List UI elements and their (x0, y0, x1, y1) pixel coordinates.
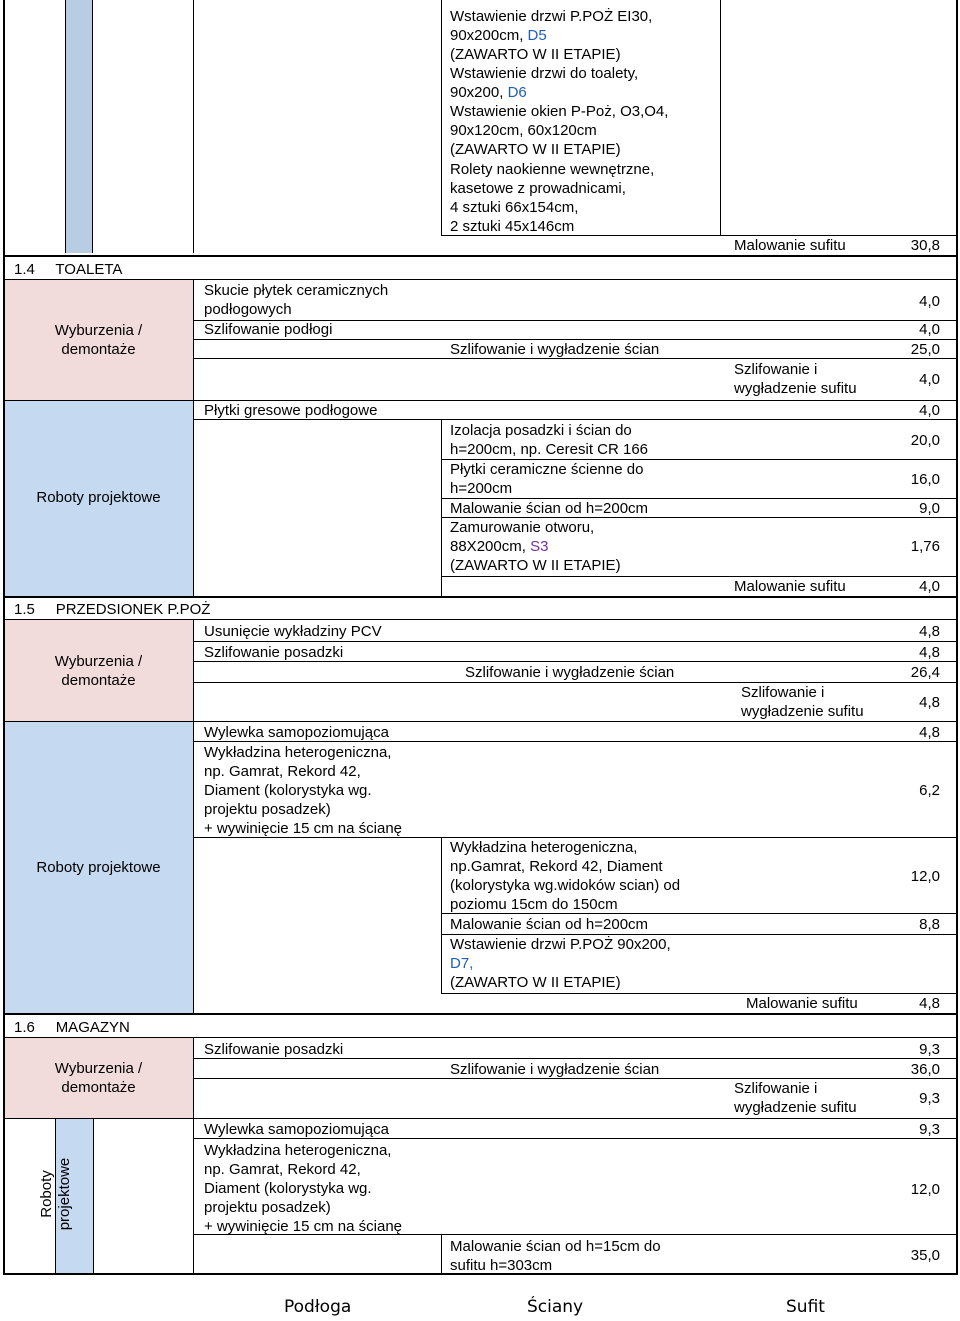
top-ceiling-value: 30,8 (910, 237, 940, 254)
s15-wall-item-2: Wykładzina heterogeniczna, np.Gamrat, Rekord 42, Diament (kolorystyka wg.widoków scian) od poziomu 15cm do 150cm (450, 839, 681, 913)
s14-wall-item-5-stage: (ZAWARTO W II ETAPIE) (450, 557, 621, 574)
top-header-strip (66, 0, 92, 253)
s16-projects-label: Roboty projektowe (38, 1157, 73, 1231)
s14-ceiling-value-2: 4,0 (919, 578, 940, 595)
s15-wall-item-4-stage: (ZAWARTO W II ETAPIE) (450, 974, 621, 991)
s14-floor-value-3: 4,0 (919, 402, 940, 419)
s14-ceiling-item-2: Malowanie sufitu (734, 578, 846, 595)
s14-wall-item-5-size: 88X200cm, (450, 538, 526, 555)
section-1-4-header: 1.4 TOALETA (14, 261, 123, 278)
s15-ceiling-item-1: Szlifowanie i wygładzenie sufitu (741, 684, 864, 720)
code-s3: S3 (530, 538, 549, 555)
s14-wall-value-4: 9,0 (919, 500, 940, 517)
s15-ceiling-value-2: 4,8 (919, 995, 940, 1012)
s14-wall-value-5: 1,76 (910, 538, 940, 555)
s14-wall-item-5-line1: Zamurowanie otworu, (450, 519, 595, 536)
code-d5: D5 (527, 27, 547, 44)
s15-floor-value-3: 4,8 (919, 724, 940, 741)
s15-floor-item-2: Szlifowanie posadzki (204, 644, 344, 661)
s14-wall-value-3: 16,0 (910, 471, 940, 488)
top-door-stage: (ZAWARTO W II ETAPIE) (450, 46, 621, 63)
footer-ceiling-label: Sufit (786, 1297, 825, 1317)
s16-ceiling-item-1: Szlifowanie i wygładzenie sufitu (734, 1080, 857, 1116)
s14-demolition-label: Wyburzenia / demontaże (54, 322, 143, 358)
footer-walls-label: Ściany (527, 1297, 584, 1317)
top-toilet-door-size (450, 83, 527, 102)
top-door-size: 90x200cm, (450, 27, 524, 44)
top-windows-text: Wstawienie okien P-Poż, O3,O4, 90x120cm, 60x120cm (ZAWARTO W II ETAPIE) (450, 103, 669, 158)
s15-floor-value-4: 6,2 (919, 782, 940, 799)
s15-wall-item-3: Malowanie ścian od h=200cm (450, 916, 649, 933)
footer-floor-label: Podłoga (284, 1297, 352, 1317)
s14-wall-item-5-line2 (450, 537, 548, 556)
s16-ceiling-value-1: 9,3 (919, 1090, 940, 1107)
s14-floor-item-2: Szlifowanie podłogi (204, 321, 333, 338)
s15-ceiling-value-1: 4,8 (919, 694, 940, 711)
s14-wall-item-2: Izolacja posadzki i ścian do h=200cm, np. Ceresit CR 166 (450, 422, 649, 458)
s16-floor-item-1: Szlifowanie posadzki (204, 1041, 344, 1058)
s14-ceiling-value-1: 4,0 (919, 371, 940, 388)
top-ceiling-label: Malowanie sufitu (734, 237, 846, 254)
s14-floor-item-3: Płytki gresowe podłogowe (204, 402, 378, 419)
s16-floor-item-2: Wylewka samopoziomująca (204, 1121, 389, 1138)
s15-floor-value-1: 4,8 (919, 623, 940, 640)
s14-wall-item-1: Szlifowanie i wygładzenie ścian (450, 341, 660, 358)
s15-demolition-label: Wyburzenia / demontaże (54, 653, 143, 689)
top-toilet-door-text: Wstawienie drzwi do toalety, (450, 65, 639, 82)
s15-wall-value-1: 26,4 (910, 664, 940, 681)
top-blinds-text: Rolety naokienne wewnętrzne, kasetowe z prowadnicami, 4 sztuki 66x154cm, 2 sztuki 45x146cm (450, 161, 655, 235)
s16-floor-value-1: 9,3 (919, 1041, 940, 1058)
s15-floor-item-4: Wykładzina heterogeniczna, np. Gamrat, Rekord 42, Diament (kolorystyka wg. projektu posadzek) + wywinięcie 15 cm na ścianę (204, 744, 403, 837)
s15-floor-item-3: Wylewka samopoziomująca (204, 724, 389, 741)
s15-floor-item-1: Usunięcie wykładziny PCV (204, 623, 382, 640)
s16-wall-value-1: 36,0 (910, 1061, 940, 1078)
s14-floor-item-1: Skucie płytek ceramicznych podłogowych (204, 282, 389, 318)
section-1-5-header: 1.5 PRZEDSIONEK P.POŻ (14, 601, 211, 618)
s15-wall-item-1: Szlifowanie i wygładzenie ścian (465, 664, 675, 681)
s16-floor-value-3: 12,0 (910, 1181, 940, 1198)
top-door-text-1: Wstawienie drzwi P.POŻ EI30, (450, 8, 653, 25)
s15-floor-value-2: 4,8 (919, 644, 940, 661)
s16-demolition-label: Wyburzenia / demontaże (54, 1060, 143, 1096)
s16-wall-item-2: Malowanie ścian od h=15cm do sufitu h=303cm (450, 1238, 661, 1274)
section-1-6-header: 1.6 MAGAZYN (14, 1019, 130, 1036)
s14-wall-value-1: 25,0 (910, 341, 940, 358)
s14-ceiling-item-1: Szlifowanie i wygładzenie sufitu (734, 361, 857, 397)
s15-projects-label: Roboty projektowe (36, 859, 161, 876)
s16-wall-value-2: 35,0 (910, 1247, 940, 1264)
code-d6: D6 (507, 84, 527, 101)
s14-wall-value-2: 20,0 (910, 432, 940, 449)
top-door-text-2 (450, 26, 547, 45)
s14-projects-label: Roboty projektowe (36, 489, 161, 506)
s15-wall-value-2: 12,0 (910, 868, 940, 885)
s14-floor-value-2: 4,0 (919, 321, 940, 338)
s15-wall-value-3: 8,8 (919, 916, 940, 933)
s15-ceiling-item-2: Malowanie sufitu (746, 995, 858, 1012)
code-d7: D7, (450, 955, 474, 972)
s14-wall-item-4: Malowanie ścian od h=200cm (450, 500, 649, 517)
s16-floor-item-3: Wykładzina heterogeniczna, np. Gamrat, Rekord 42, Diament (kolorystyka wg. projektu posadzek) + wywinięcie 15 cm na ścianę (204, 1142, 403, 1235)
s14-floor-value-1: 4,0 (919, 293, 940, 310)
s16-floor-value-2: 9,3 (919, 1121, 940, 1138)
top-toilet-door-dim: 90x200, (450, 84, 504, 101)
s16-wall-item-1: Szlifowanie i wygładzenie ścian (450, 1061, 660, 1078)
s15-wall-item-4-line1: Wstawienie drzwi P.POŻ 90x200, (450, 936, 671, 953)
s14-wall-item-3: Płytki ceramiczne ścienne do h=200cm (450, 461, 644, 497)
